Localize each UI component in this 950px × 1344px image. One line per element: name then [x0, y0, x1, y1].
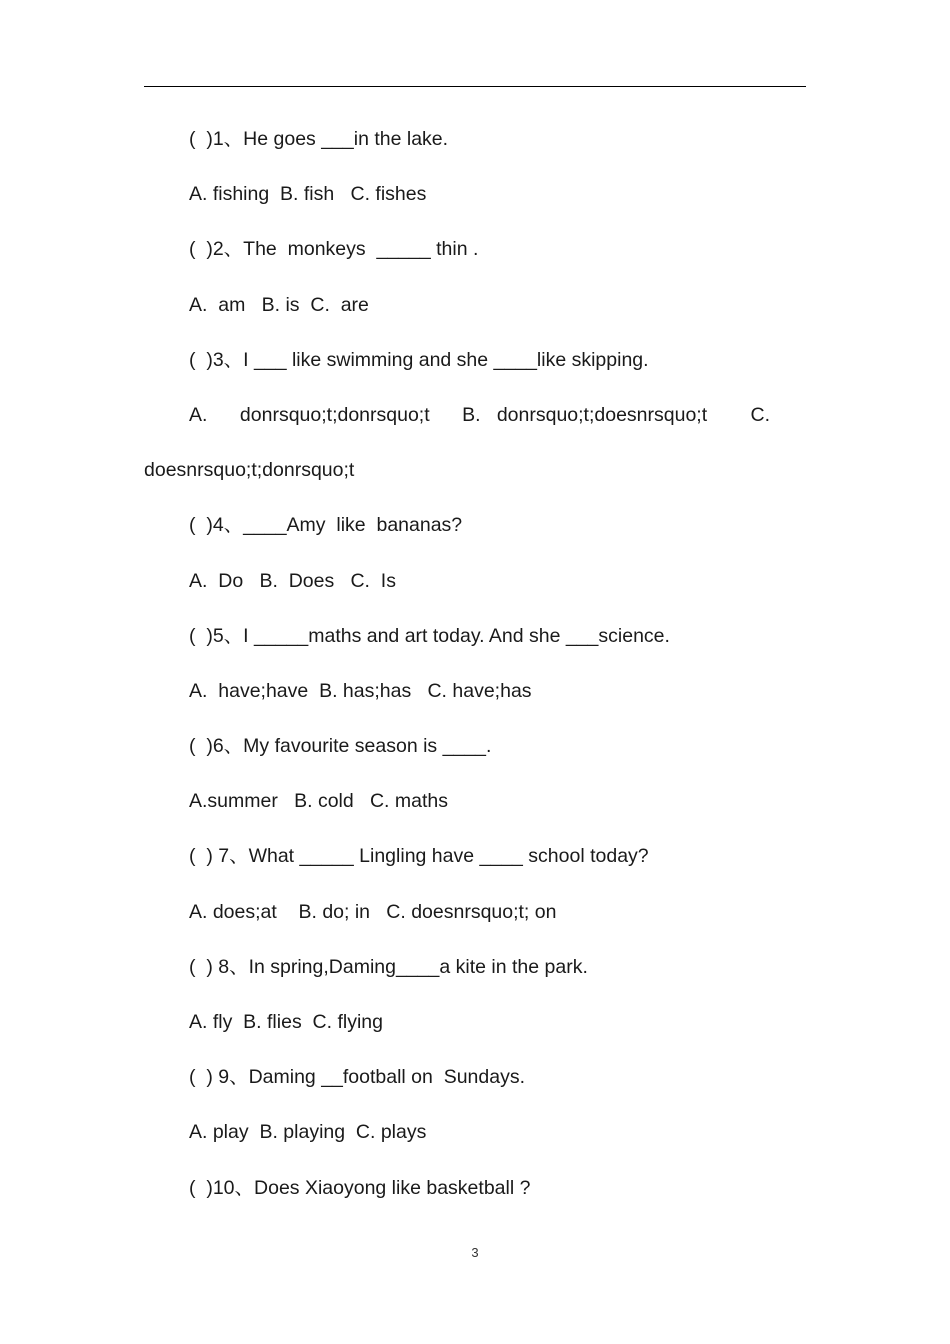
question-8: ( ) 8、In spring,Daming____a kite in the park.: [189, 955, 588, 978]
question-6: ( )6、My favourite season is ____.: [189, 735, 492, 758]
question-8-options: A. fly B. flies C. flying: [189, 1011, 383, 1033]
question-4: ( )4、____Amy like bananas?: [189, 514, 463, 537]
question-9: ( ) 9、Daming __football on Sundays.: [189, 1066, 526, 1089]
header-rule: [144, 86, 806, 87]
question-list: [144, 112, 806, 1216]
question-3-options: A. donrsquo;t;donrsquo;t B. donrsquo;t;doesnrsquo;t C.: [189, 403, 770, 426]
question-3-options-continued: doesnrsquo;t;donrsquo;t: [144, 459, 355, 482]
question-5-options: A. have;have B. has;has C. have;has: [189, 679, 532, 702]
question-4-options: A. Do B. Does C. Is: [189, 569, 396, 592]
question-1: ( )1、He goes ___in the lake.: [189, 128, 449, 150]
question-3: ( )3、I ___ like swimming and she ____like skipping.: [189, 348, 649, 371]
question-10: ( )10、Does Xiaoyong like basketball ?: [189, 1176, 531, 1199]
page-number: 3: [471, 1245, 479, 1260]
question-2-options: A. am B. is C. are: [189, 293, 369, 316]
question-6-options: A.summer B. cold C. maths: [189, 790, 448, 813]
question-9-options: A. play B. playing C. plays: [189, 1121, 427, 1144]
question-5: ( )5、I _____maths and art today. And she ___science.: [189, 624, 670, 647]
question-7-options: A. does;at B. do; in C. doesnrsquo;t; on: [189, 900, 557, 923]
question-1-options: A. fishing B. fish C. fishes: [189, 183, 427, 206]
question-7: ( ) 7、What _____ Lingling have ____ school today?: [189, 845, 649, 868]
question-2: ( )2、The monkeys _____ thin .: [189, 238, 479, 261]
